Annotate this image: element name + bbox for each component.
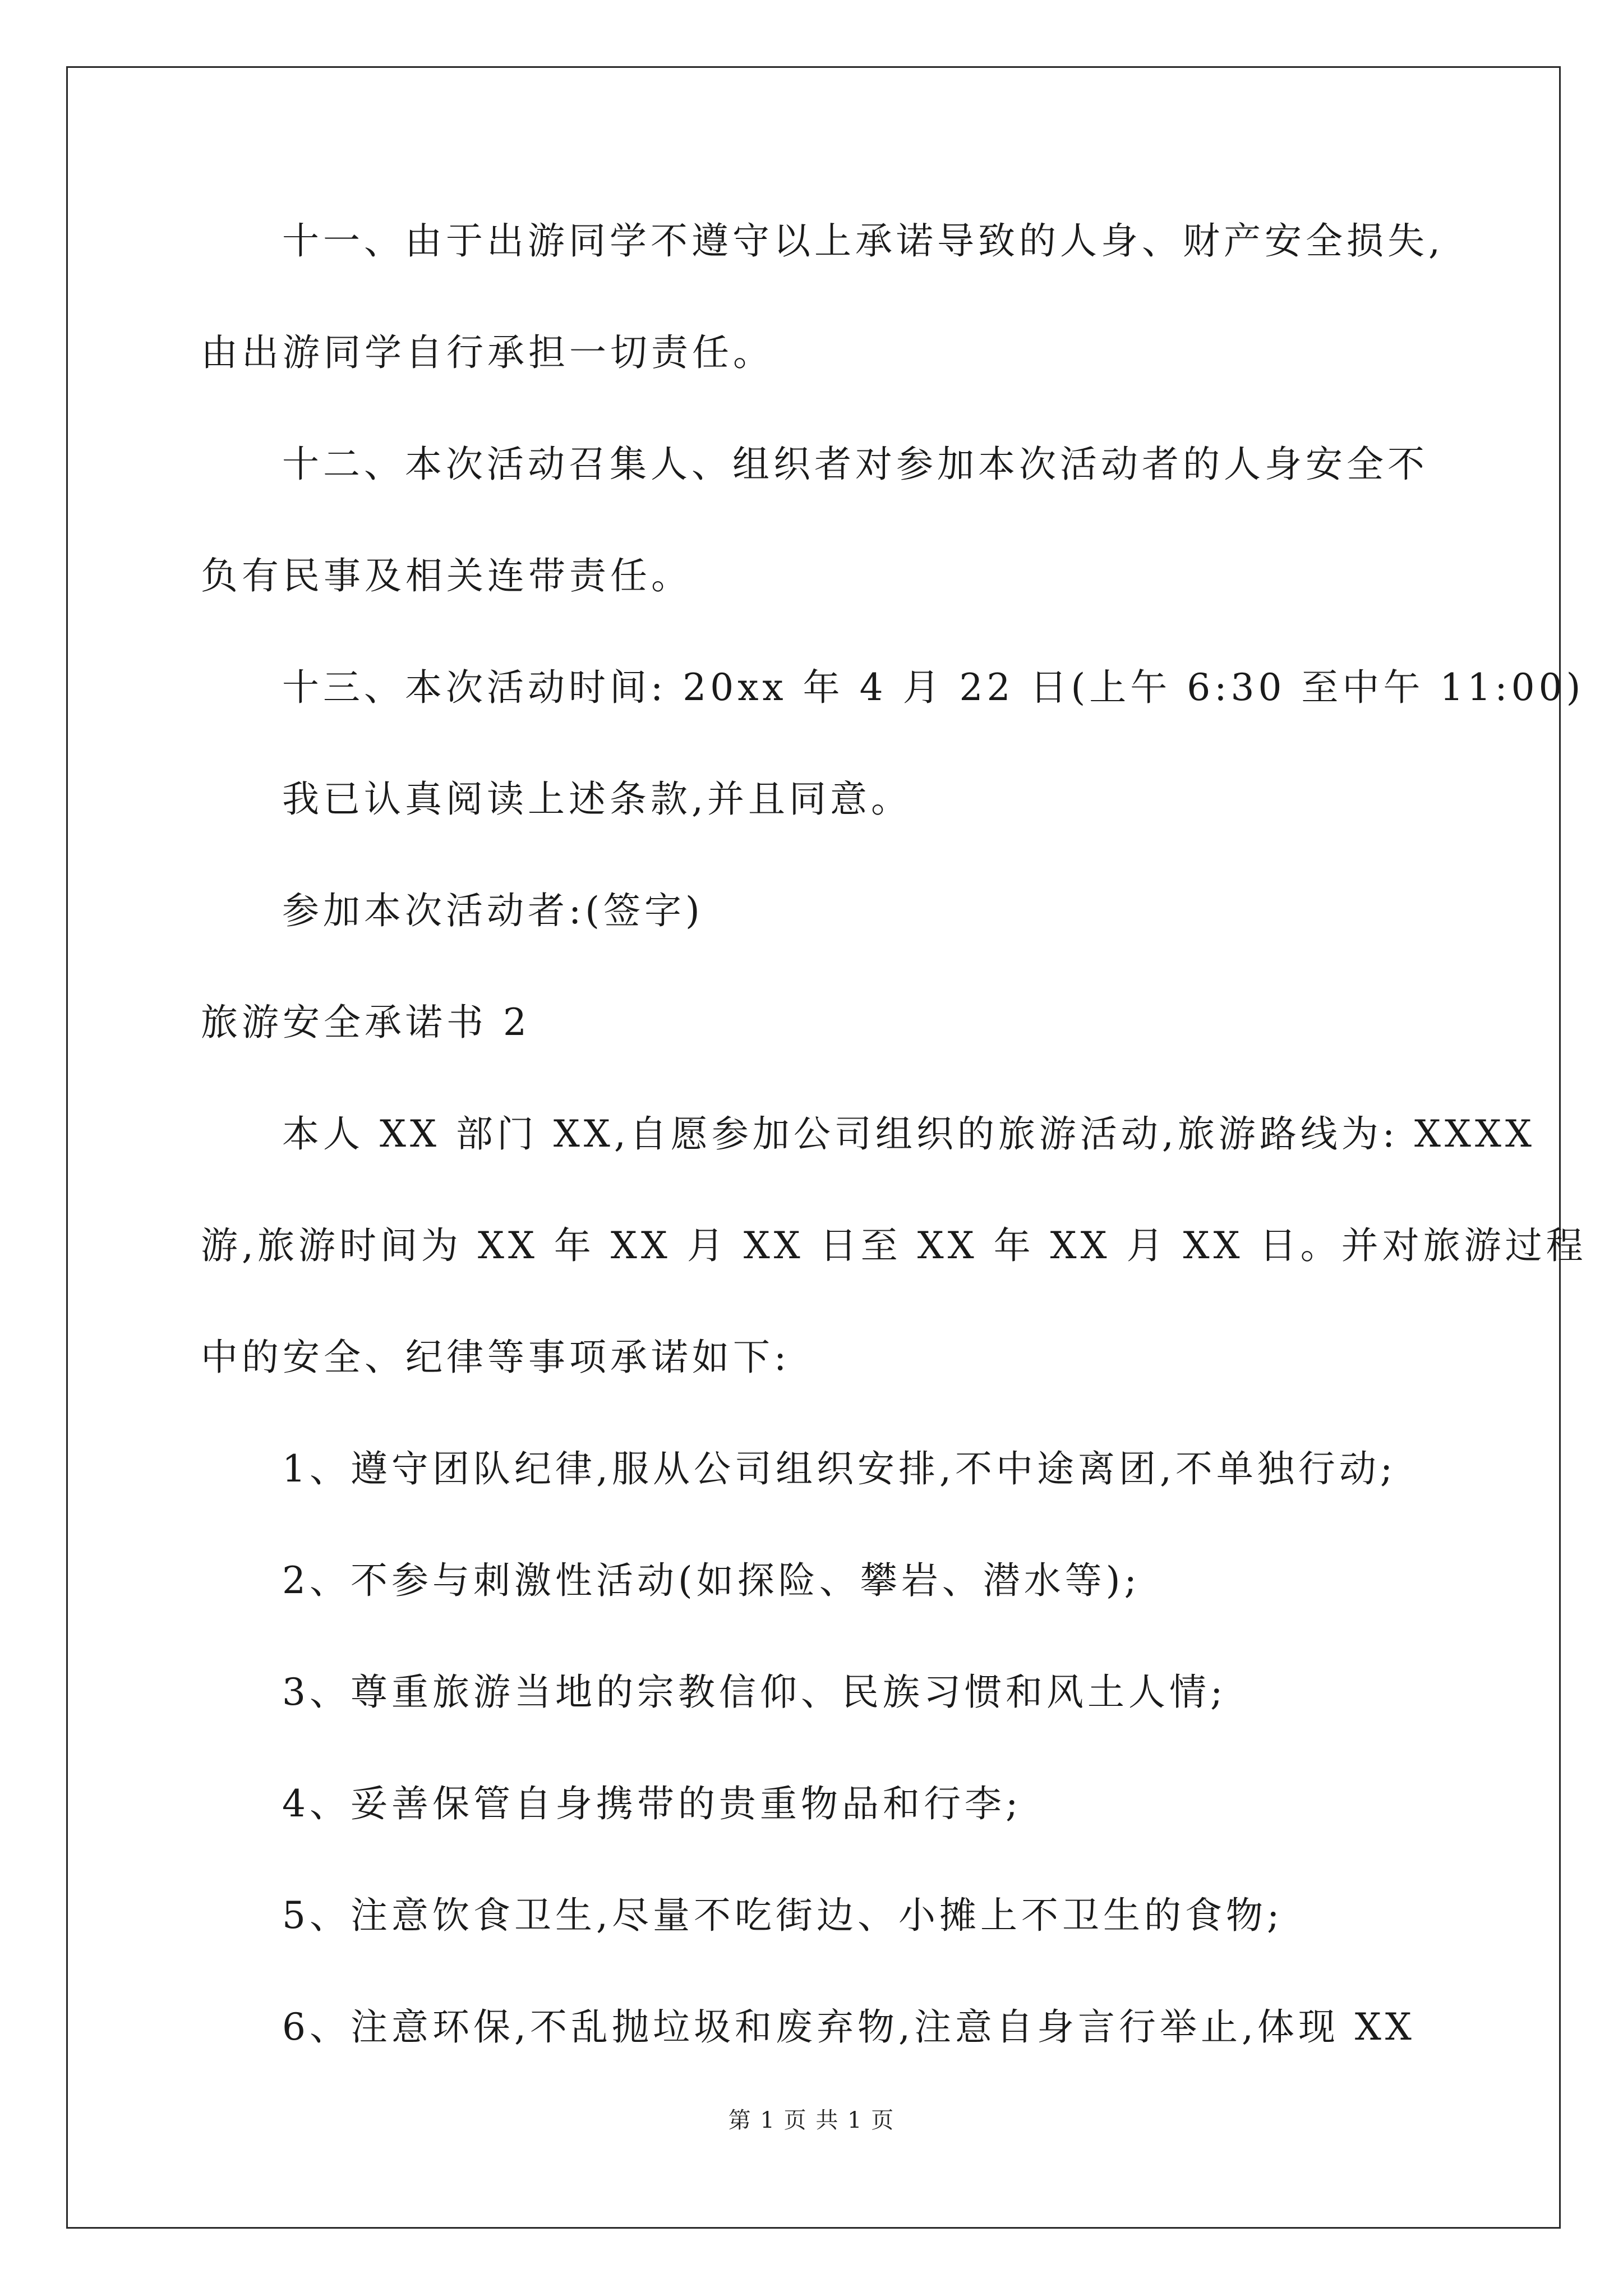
paragraph-line: 中的安全、纪律等事项承诺如下: [201, 1336, 791, 1379]
paragraph-line: 十三、本次活动时间: 20xx 年 4 月 22 日(上午 6:30 至中午 11:00) [282, 666, 1585, 709]
page-footer: 第 1 页 共 1 页 [728, 2108, 895, 2133]
paragraph-line: 由出游同学自行承担一切责任。 [201, 331, 774, 374]
paragraph-line: 负有民事及相关连带责任。 [201, 554, 692, 597]
list-item: 3、尊重旅游当地的宗教信仰、民族习惯和风土人情; [282, 1671, 1227, 1714]
paragraph-line: 本人 XX 部门 XX,自愿参加公司组织的旅游活动,旅游路线为: XXXX [282, 1112, 1536, 1156]
list-item: 5、注意饮食卫生,尽量不吃街边、小摊上不卫生的食物; [282, 1894, 1284, 1937]
list-item: 4、妥善保管自身携带的贵重物品和行李; [282, 1782, 1022, 1825]
list-item: 6、注意环保,不乱抛垃圾和废弃物,注意自身言行举止,体现 XX [282, 2005, 1415, 2049]
paragraph-line: 十一、由于出游同学不遵守以上承诺导致的人身、财产安全损失, [282, 219, 1444, 263]
section-heading: 旅游安全承诺书 2 [201, 1001, 531, 1044]
signature-line: 参加本次活动者:(签字) [282, 889, 704, 932]
paragraph-line: 十二、本次活动召集人、组织者对参加本次活动者的人身安全不 [282, 443, 1428, 486]
paragraph-line: 游,旅游时间为 XX 年 XX 月 XX 日至 XX 年 XX 月 XX 日。并对旅游过程 [201, 1224, 1587, 1267]
list-item: 1、遵守团队纪律,服从公司组织安排,不中途离团,不单独行动; [282, 1447, 1397, 1490]
list-item: 2、不参与刺激性活动(如探险、攀岩、潜水等); [282, 1559, 1141, 1602]
paragraph-line: 我已认真阅读上述条款,并且同意。 [282, 777, 912, 821]
